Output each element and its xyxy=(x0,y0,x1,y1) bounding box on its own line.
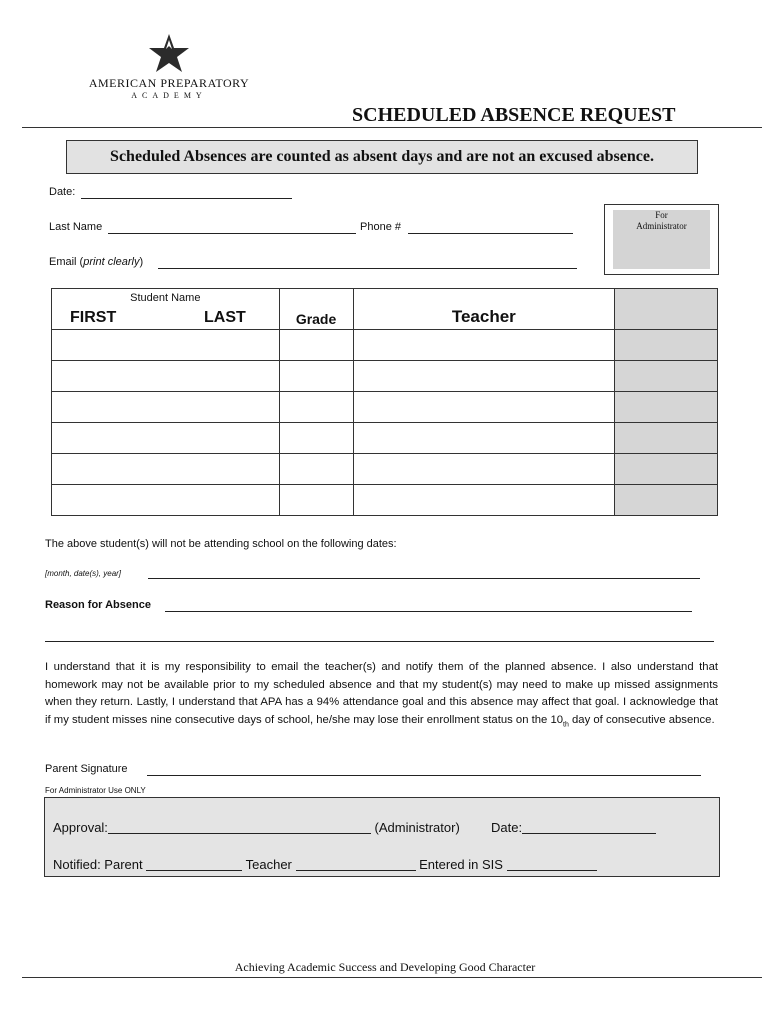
notified-parent-field[interactable] xyxy=(146,870,242,871)
dates-sentence: The above student(s) will not be attending school on the following dates: xyxy=(45,538,397,550)
grade-cell[interactable] xyxy=(279,485,353,516)
table-row xyxy=(52,454,718,485)
administrator-section xyxy=(44,797,720,877)
approval-date-field[interactable] xyxy=(522,833,656,834)
grade-cell[interactable] xyxy=(279,454,353,485)
admin-cell xyxy=(615,361,718,392)
notice-banner: Scheduled Absences are counted as absent days and are not an excused absence. xyxy=(66,140,698,174)
dates-field[interactable] xyxy=(148,578,700,579)
acknowledgement-paragraph: I understand that it is my responsibility to email the teacher(s) and notify them of the planned absence. I also understand that homework may not be available prior to my scheduled absence and that my student(s) may need to make up missed assignments when they return. Lastly, I understand that APA has a 94% attendance goal and this absence may affect that goal. I acknowledge that if my student misses nine consecutive days of school, he/she may lose their enrollment status on the $10_{th}$ day of consecutive absence. xyxy=(45,661,718,729)
parent-signature-field[interactable] xyxy=(147,775,701,776)
admin-use-label: For Administrator Use ONLY xyxy=(45,786,146,795)
title-divider xyxy=(22,127,762,128)
admin-cell xyxy=(615,392,718,423)
form-title: SCHEDULED ABSENCE REQUEST xyxy=(352,104,676,126)
star-icon xyxy=(148,32,190,74)
footer-divider xyxy=(22,977,762,978)
date-field[interactable] xyxy=(81,198,292,199)
grade-cell[interactable] xyxy=(279,392,353,423)
last-name-field[interactable] xyxy=(108,233,356,234)
table-row xyxy=(52,330,718,361)
table-row xyxy=(52,485,718,516)
teacher-cell[interactable] xyxy=(353,392,615,423)
table-row xyxy=(52,423,718,454)
reason-label: Reason for Absence xyxy=(45,599,151,611)
approval-label: Approval: xyxy=(53,820,108,835)
student-name-cell[interactable] xyxy=(52,454,280,485)
logo-name: AMERICAN PREPARATORY xyxy=(88,76,250,90)
table-header-row xyxy=(52,289,718,330)
admin-cell xyxy=(615,454,718,485)
footer-motto: Achieving Academic Success and Developing Good Character xyxy=(234,960,536,974)
phone-field[interactable] xyxy=(408,233,573,234)
administrator-label: (Administrator) xyxy=(374,820,460,835)
header-admin-cell xyxy=(615,289,718,330)
dates-hint: [month, date(s), year] xyxy=(45,569,122,578)
first-label: FIRST xyxy=(70,309,117,326)
parent-signature-label: Parent Signature xyxy=(45,763,128,775)
student-name-label: Student Name xyxy=(130,292,201,304)
student-name-cell[interactable] xyxy=(52,361,280,392)
notified-teacher-field[interactable] xyxy=(296,870,416,871)
admin-cell xyxy=(615,330,718,361)
student-table xyxy=(51,288,718,516)
grade-cell[interactable] xyxy=(279,423,353,454)
table-row xyxy=(52,392,718,423)
teacher-cell[interactable] xyxy=(353,330,615,361)
header-grade: Grade xyxy=(279,289,353,330)
reason-field[interactable] xyxy=(165,611,692,612)
date-label: Date: xyxy=(49,186,76,198)
administrator-box xyxy=(604,204,719,275)
notified-parent-label: Notified: Parent xyxy=(53,857,143,872)
approval-date-label: Date: xyxy=(491,820,523,835)
reason-field-line-2[interactable] xyxy=(45,641,714,642)
admin-cell xyxy=(615,423,718,454)
table-row xyxy=(52,361,718,392)
admin-cell xyxy=(615,485,718,516)
logo-subtitle: ACADEMY xyxy=(131,91,207,100)
header-teacher: Teacher xyxy=(353,289,615,330)
teacher-cell[interactable] xyxy=(353,485,615,516)
entered-sis-field[interactable] xyxy=(507,870,597,871)
last-name-label: Last Name xyxy=(49,221,103,233)
administrator-box-label: For Administrator xyxy=(613,210,710,269)
last-label: LAST xyxy=(204,309,246,326)
phone-label: Phone # xyxy=(360,221,401,233)
student-name-cell[interactable] xyxy=(52,423,280,454)
notified-teacher-label: Teacher xyxy=(245,857,292,872)
email-label: Email (print clearly) xyxy=(49,256,144,268)
teacher-cell[interactable] xyxy=(353,454,615,485)
student-name-cell[interactable] xyxy=(52,392,280,423)
email-field[interactable] xyxy=(158,268,577,269)
teacher-cell[interactable] xyxy=(353,423,615,454)
entered-sis-label: Entered in SIS xyxy=(419,857,503,872)
student-name-cell[interactable] xyxy=(52,485,280,516)
grade-cell[interactable] xyxy=(279,361,353,392)
student-name-cell[interactable] xyxy=(52,330,280,361)
grade-cell[interactable] xyxy=(279,330,353,361)
teacher-cell[interactable] xyxy=(353,361,615,392)
header-student-name xyxy=(52,289,280,330)
approval-field[interactable] xyxy=(108,833,371,834)
